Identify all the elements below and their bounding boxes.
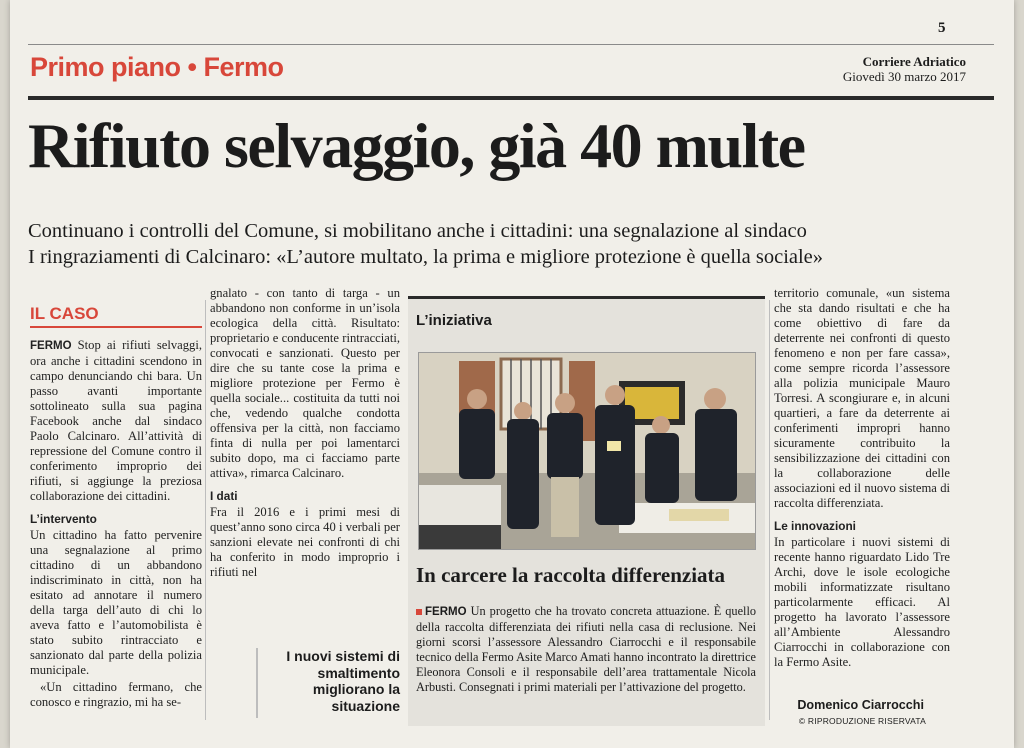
- case-tag-label: IL CASO: [30, 304, 99, 323]
- column-1-paragraph-3: «Un cittadino fermano, che conosco e ringrazio, mi ha se-: [30, 680, 202, 709]
- newspaper-name: Corriere Adriatico: [862, 54, 966, 69]
- copyright-notice: © RIPRODUZIONE RISERVATA: [798, 716, 926, 726]
- article-column-1: [30, 338, 202, 712]
- dateline: FERMO: [30, 340, 72, 352]
- sidebar-headline: In carcere la raccolta differenziata: [416, 563, 726, 587]
- top-divider: [28, 44, 994, 45]
- masthead-info: [843, 54, 966, 84]
- bullet-square-icon: [416, 609, 422, 615]
- sidebar-text: [416, 604, 756, 695]
- issue-date: Giovedì 30 marzo 2017: [842, 69, 966, 84]
- photo-illustration: [419, 353, 756, 550]
- subhead-dati: I dati: [210, 489, 238, 503]
- column-divider: [205, 300, 206, 720]
- column-2-paragraph-2: Fra il 2016 e i primi mesi di quest’anno sono circa 40 i verbali per sanzioni elevate nei confronti di chi ha conferito in modo improprio i rifiuti nel: [210, 505, 400, 579]
- article-column-4: [774, 286, 950, 672]
- sidebar-paragraph: Un progetto che ha trovato concreta attuazione. È quello della raccolta differenziata dei rifiuti nella casa di reclusione. Nei giorni scorsi l’assessore Alessandro Ciarrocchi e il responsabile tecnico della Fermo Asite Marco Amati hanno incontrato la direttrice Eleonora Consoli e il responsabile dell’area trattamentale Nicola Arbusti. Consegnati i primi materiali per l’attivazione del progetto.: [416, 604, 757, 694]
- column-1-paragraph-2: Un cittadino ha fatto pervenire una segnalazione al primo cittadino di un abbandono indiscriminato in città, non ha esitato ad annotare il numero della targa dell’auto di chi lo aveva fatto e l’automobilista è stato subito rintracciato e sanzionato dal parte della polizia municipale.: [30, 528, 202, 677]
- case-tag: [30, 304, 202, 328]
- page-number: 5: [938, 20, 946, 36]
- pullquote-bar: [256, 648, 258, 718]
- sidebar-dateline: FERMO: [425, 606, 467, 618]
- pullquote: I nuovi sistemi di smaltimento migliorano la situazione: [286, 648, 400, 714]
- subheadline-1: Continuano i controlli del Comune, si mobilitano anche i cittadini: una segnalazione al sindaco: [28, 220, 807, 242]
- column-divider: [769, 300, 770, 720]
- main-headline: Rifiuto selvaggio, già 40 multe: [28, 110, 805, 181]
- column-2-paragraph-1: gnalato - con tanto di targa - un abbandono non conforme in un’isola ecologica della città. Risultato: proprietario e conducente rintracciati, convocati e sanzionati. Questo per dire che su tante cose la prima e migliore protezione per Fermo è quella sociale... costituita da tutti noi che, vedendo qualche condotta offensiva per la città, non facciamo finta di nulla per poi lamentarci subito dopo, ma ci facciamo parte attiva», rimarca Calcinaro.: [210, 286, 400, 480]
- column-1-paragraph-1: [30, 338, 202, 504]
- article-column-2: [210, 286, 400, 582]
- newspaper-page: [10, 0, 1014, 748]
- subhead-innovazioni: Le innovazioni: [774, 519, 856, 533]
- paragraph-text: Stop ai rifiuti selvaggi, ora anche i cittadini scendono in campo denunciando chi bara. Un passo avanti importante sottolineato sulla sua pagina Facebook anche dal sindaco Paolo Calcinaro. All’attività di repressione del Comune contro il conferimento improprio dei rifiuti, si aggiunge la preziosa collaborazione dei cittadini.: [30, 338, 202, 503]
- column-4-paragraph-2: In particolare i nuovi sistemi di recente hanno riguardato Lido Tre Archi, dove le isole ecologiche mobili informatizzate risultano particolarmente efficaci. Al progetto ha lavorato l’assessore all’Ambiente Alessandro Ciarrocchi in collaborazione con la Fermo Asite.: [774, 535, 950, 669]
- header-rule: [28, 96, 994, 100]
- author-signature: Domenico Ciarrocchi: [797, 698, 924, 712]
- subheadline-2: I ringraziamenti di Calcinaro: «L’autore multato, la prima e migliore protezione è quella sociale»: [28, 246, 824, 268]
- subhead-intervento: L’intervento: [30, 512, 97, 526]
- group-photo: [418, 352, 756, 550]
- section-title: Primo piano • Fermo: [30, 52, 284, 82]
- column-4-paragraph-1: territorio comunale, «un sistema che sta dando risultati e che ha come obiettivo di fare da deterrente nei confronti di questo fenomeno e non per fare cassa», come sempre ricorda l’assessore alla polizia municipale Mauro Torresi. A scongiurare e, in alcuni quartieri, a fare da deterrente ai conferimenti impropri hanno sicuramente contribuito la sensibilizzazione dei cittadini con la collaborazione delle associazioni ed il nuovo sistema di raccolta differenziata.: [774, 286, 950, 510]
- sidebar-title: L’iniziativa: [416, 312, 492, 329]
